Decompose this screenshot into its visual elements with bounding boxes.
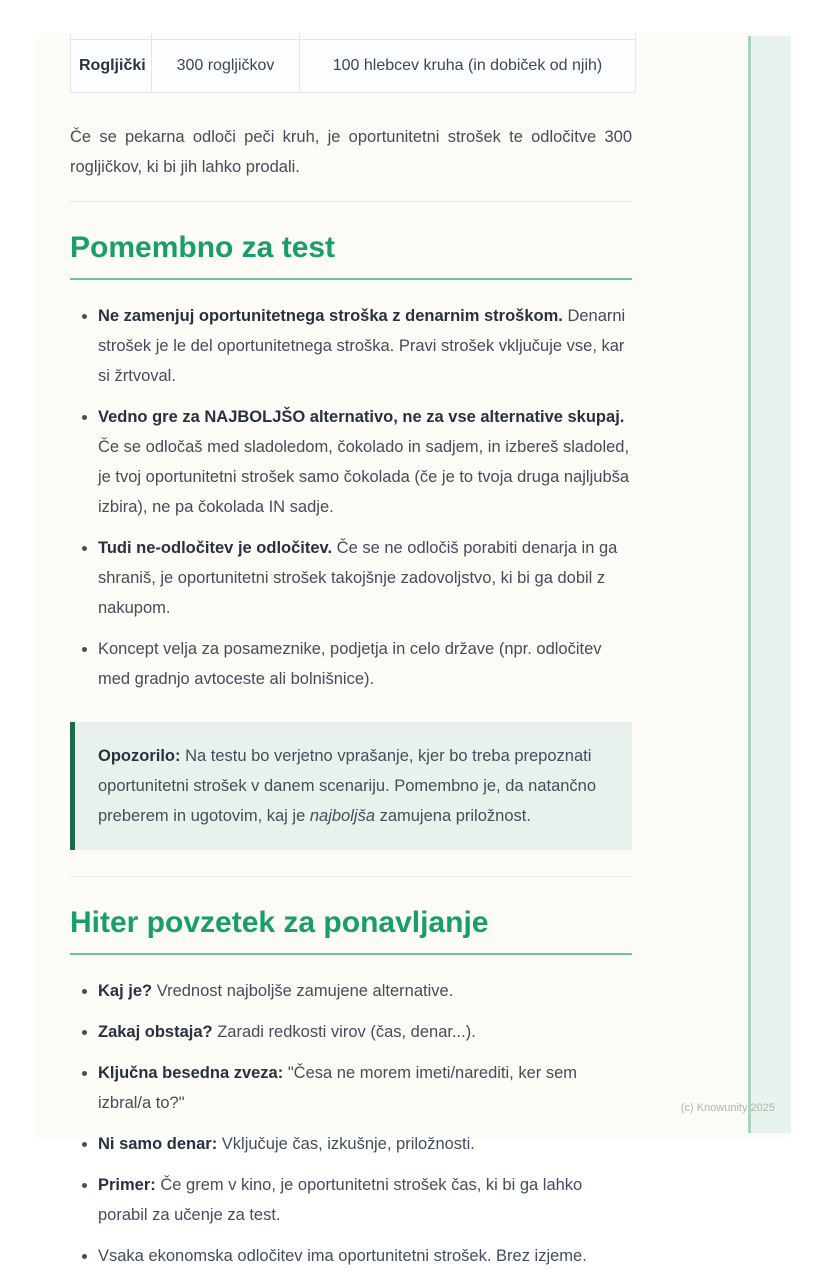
- list-item-text: Vsaka ekonomska odločitev ima oportunitetni strošek. Brez izjeme.: [98, 1247, 587, 1265]
- list-item-lead: Zakaj obstaja?: [98, 1023, 213, 1041]
- list-item-text: Zaradi redkosti virov (čas, denar...).: [212, 1023, 476, 1041]
- list-item: [98, 1129, 632, 1159]
- list-item: [98, 634, 632, 694]
- copyright-watermark: (c) Knowunity 2025: [680, 1102, 775, 1114]
- list-item-lead: Ključna besedna zveza:: [98, 1064, 284, 1082]
- section-title-hiter-povzetek: Hiter povzetek za ponavljanje: [70, 904, 632, 955]
- list-item-lead: Kaj je?: [98, 982, 153, 1000]
- list-item-lead: Ni samo denar:: [98, 1135, 218, 1153]
- summary-list: [70, 976, 632, 1271]
- section-title-pomembno-za-test: Pomembno za test: [70, 229, 632, 280]
- important-list: [70, 301, 632, 694]
- list-item: [98, 1058, 632, 1118]
- list-item-text: "Česa ne morem imeti/narediti, ker sem izbral/a to?": [98, 1064, 578, 1112]
- table-cell: Rogljički: [71, 40, 152, 93]
- page-content: [70, 33, 632, 1271]
- table-cell: 100 hlebcev kruha (in dobiček od njih): [300, 40, 636, 93]
- list-item: [98, 1170, 632, 1230]
- list-item: [98, 533, 632, 623]
- list-item: [98, 976, 632, 1006]
- callout-text: Na testu bo verjetno vprašanje, kjer bo treba prepoznati oportunitetni strošek v danem scenariju. Pomembno je, da natančno preberem in ugotovim, kaj je: [98, 747, 597, 825]
- callout-italic-word: najboljša: [309, 807, 375, 825]
- list-item-text: Če grem v kino, je oportunitetni strošek čas, ki bi ga lahko porabil za učenje za test.: [98, 1176, 583, 1224]
- list-item: [98, 402, 632, 522]
- list-item-lead: Vedno gre za NAJBOLJŠO alternativo, ne za vse alternative skupaj.: [98, 408, 625, 426]
- page-edge-strip: [748, 36, 791, 1133]
- list-item-text: Vključuje čas, izkušnje, priložnosti.: [217, 1135, 475, 1153]
- list-item: [98, 1017, 632, 1047]
- list-item-lead: Primer:: [98, 1176, 156, 1194]
- list-item-text: Vrednost najboljše zamujene alternative.: [152, 982, 454, 1000]
- warning-callout: [70, 722, 632, 850]
- pdf-page: [35, 33, 791, 1265]
- list-item-lead: Ne zamenjuj oportunitetnega stroška z denarnim stroškom.: [98, 307, 563, 325]
- callout-lead: Opozorilo:: [98, 747, 181, 765]
- list-item: [98, 1241, 632, 1271]
- list-item-text: Če se odločaš med sladoledom, čokolado in sadjem, in izbereš sladoled, je tvoj oportunitetni strošek samo čokolada (če je to tvoja druga najljubša izbira), ne pa čokolada IN sadje.: [98, 438, 630, 516]
- list-item-lead: Tudi ne-odločitev je odločitev.: [98, 539, 333, 557]
- list-item-text: Denarni strošek je le del oportunitetnega stroška. Pravi strošek vključuje vse, kar si žrtvoval.: [98, 307, 626, 385]
- list-item-text: Koncept velja za posameznike, podjetja in celo države (npr. odločitev med gradnjo avtoceste ali bolnišnice).: [98, 640, 602, 688]
- section-divider: [70, 876, 632, 877]
- table-cell: 300 rogljičkov: [152, 40, 300, 93]
- comparison-table: [70, 33, 636, 93]
- table-row: [71, 40, 636, 93]
- intro-paragraph: Če se pekarna odloči peči kruh, je oportunitetni strošek te odločitve 300 rogljičkov, ki bi jih lahko prodali.: [70, 128, 632, 176]
- callout-text: zamujena priložnost.: [375, 807, 531, 825]
- list-item: [98, 301, 632, 391]
- list-item-text: Če se ne odločiš porabiti denarja in ga shraniš, je oportunitetni strošek takojšnje zadovoljstvo, ki bi ga dobil z nakupom.: [98, 539, 618, 617]
- section-divider: [70, 201, 632, 202]
